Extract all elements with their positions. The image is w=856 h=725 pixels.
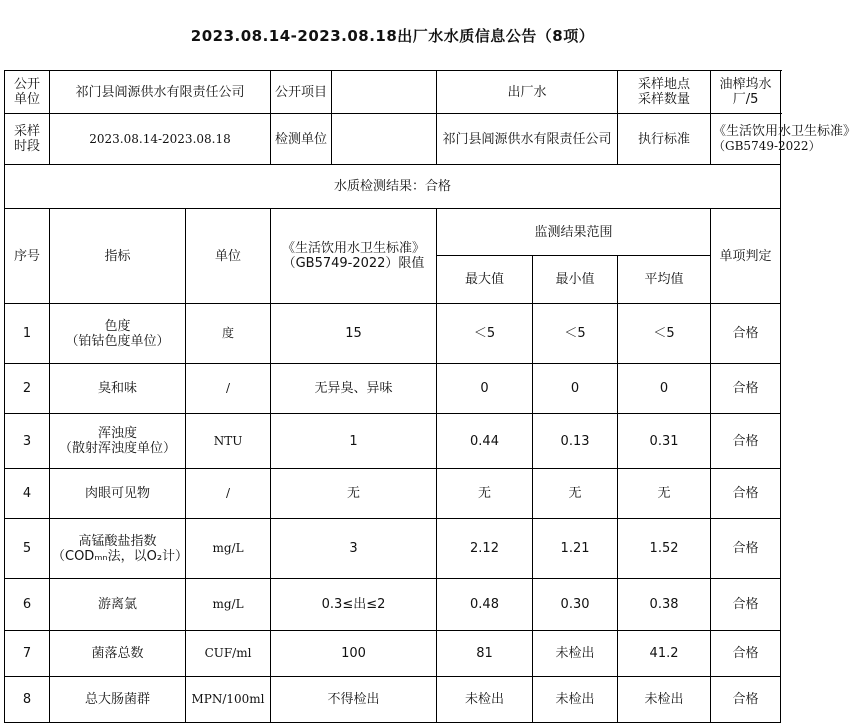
table-row [5,469,781,519]
testing-unit-label: 检测单位 [271,114,332,164]
row-judge: 合格 [711,631,781,677]
row-no: 2 [5,364,50,414]
row-no: 8 [5,677,50,723]
row-unit: NTU [186,414,271,469]
info-cell-lab [271,114,437,165]
info-row-2 [5,114,781,165]
row-max: ＜5 [437,304,533,364]
publish-item-value-spacer [332,71,436,113]
row-limit: 0.3≤出≤2 [271,579,437,631]
row-no: 4 [5,469,50,519]
testing-unit-spacer [332,114,436,164]
row-judge: 合格 [711,414,781,469]
row-avg: 0.38 [618,579,711,631]
table-row [5,631,781,677]
publish-item-label: 公开项目 [271,71,332,113]
row-max: 81 [437,631,533,677]
row-limit: 1 [271,414,437,469]
table-row [5,414,781,469]
row-no: 7 [5,631,50,677]
standard-value: 《生活饮用水卫生标准》 （GB5749-2022） [711,114,781,165]
row-max: 未检出 [437,677,533,723]
row-limit: 3 [271,519,437,579]
row-indicator: 高锰酸盐指数 （CODₘₙ法，以O₂计） [50,519,186,579]
header-range: 监测结果范围 [437,209,711,256]
row-avg: 0 [618,364,711,414]
info-cell-project [271,71,437,114]
header-row-1 [5,209,781,256]
row-indicator: 菌落总数 [50,631,186,677]
row-no: 1 [5,304,50,364]
row-indicator: 色度 （铂钴色度单位） [50,304,186,364]
row-indicator: 臭和味 [50,364,186,414]
header-unit: 单位 [186,209,271,304]
row-unit: mg/L [186,579,271,631]
header-avg: 平均值 [618,256,711,304]
row-indicator: 游离氯 [50,579,186,631]
row-min: 0.13 [533,414,618,469]
standard-label: 执行标准 [618,114,711,165]
row-limit: 无异臭、异味 [271,364,437,414]
row-max: 无 [437,469,533,519]
row-limit: 无 [271,469,437,519]
row-unit: CUF/ml [186,631,271,677]
publish-unit-value: 祁门县阊源供水有限责任公司 [50,71,271,114]
header-no: 序号 [5,209,50,304]
row-judge: 合格 [711,579,781,631]
row-judge: 合格 [711,519,781,579]
water-quality-table [4,70,856,723]
row-avg: 未检出 [618,677,711,723]
result-row [5,165,781,209]
row-judge: 合格 [711,364,781,414]
row-judge: 合格 [711,677,781,723]
header-min: 最小值 [533,256,618,304]
row-no: 6 [5,579,50,631]
sampling-period-label: 采样 时段 [5,114,50,165]
sampling-period-value: 2023.08.14-2023.08.18 [50,114,271,165]
header-indicator: 指标 [50,209,186,304]
row-judge: 合格 [711,469,781,519]
row-min: 未检出 [533,631,618,677]
row-avg: 无 [618,469,711,519]
row-avg: 41.2 [618,631,711,677]
row-indicator: 肉眼可见物 [50,469,186,519]
row-no: 5 [5,519,50,579]
row-judge: 合格 [711,304,781,364]
row-avg: 0.31 [618,414,711,469]
row-max: 0 [437,364,533,414]
info-row-1 [5,71,781,114]
header-limit: 《生活饮用水卫生标准》 （GB5749-2022）限值 [271,209,437,304]
row-unit: / [186,364,271,414]
row-unit: MPN/100ml [186,677,271,723]
row-limit: 15 [271,304,437,364]
row-min: 无 [533,469,618,519]
publish-item-value: 出厂水 [437,71,618,114]
testing-unit-value: 祁门县阊源供水有限责任公司 [437,114,618,165]
publish-unit-label: 公开 单位 [5,71,50,114]
table-row [5,519,781,579]
header-judge: 单项判定 [711,209,781,304]
row-no: 3 [5,414,50,469]
sampling-location-value: 油榨坞水厂/5 [711,71,781,114]
row-limit: 不得检出 [271,677,437,723]
overall-result: 水质检测结果：合格 [5,165,781,209]
row-avg: ＜5 [618,304,711,364]
row-unit: / [186,469,271,519]
row-avg: 1.52 [618,519,711,579]
page-title: 2023.08.14-2023.08.18出厂水水质信息公告（8项） [190,26,595,45]
row-indicator: 浑浊度 （散射浑浊度单位） [50,414,186,469]
row-max: 0.48 [437,579,533,631]
row-max: 2.12 [437,519,533,579]
row-unit: 度 [186,304,271,364]
row-limit: 100 [271,631,437,677]
sampling-location-label: 采样地点 采样数量 [618,71,711,114]
row-min: 1.21 [533,519,618,579]
row-unit: mg/L [186,519,271,579]
row-min: 未检出 [533,677,618,723]
row-min: 0.30 [533,579,618,631]
table-row [5,304,781,364]
data-rows [5,304,781,723]
table-row [5,677,781,723]
header-max: 最大值 [437,256,533,304]
row-max: 0.44 [437,414,533,469]
table-row [5,579,781,631]
table-row [5,364,781,414]
row-min: ＜5 [533,304,618,364]
row-min: 0 [533,364,618,414]
row-indicator: 总大肠菌群 [50,677,186,723]
